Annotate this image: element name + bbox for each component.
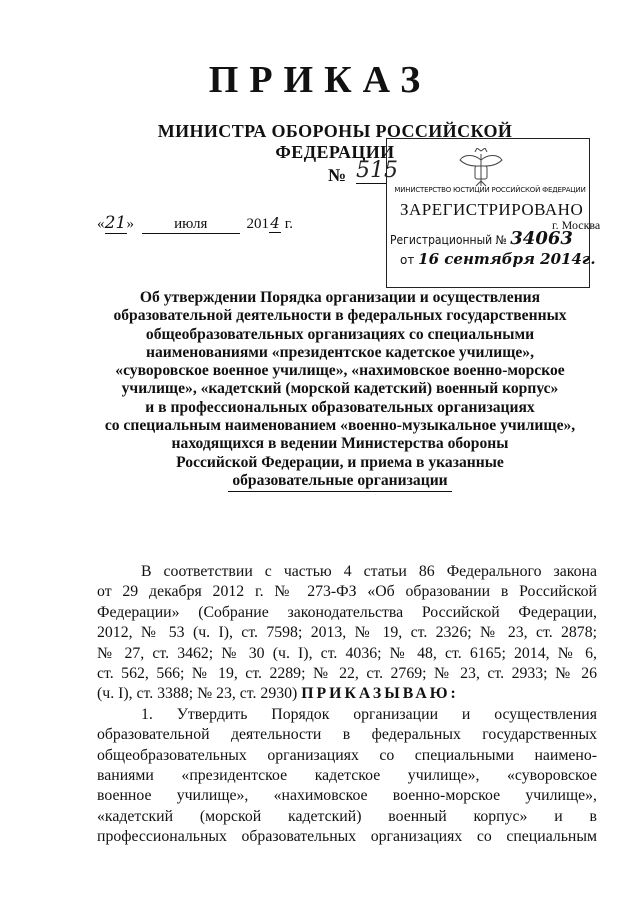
subject-line: образовательные организации [228, 472, 451, 492]
subject-line: находящихся в ведении Министерства обороны [171, 435, 509, 453]
subject-line: со специальным наименованием «военно-музыкальное училище», [104, 417, 576, 435]
order-subject [60, 289, 620, 492]
order-number-value: 515 [356, 158, 398, 183]
subject-line: образовательной деятельности в федеральных государственных [113, 307, 567, 325]
body-line: от 29 декабря 2012 г. № 273-ФЗ «Об образовании в Российской [97, 583, 597, 601]
order-directive: ПРИКАЗЫВАЮ: [301, 685, 459, 703]
body-line: В соответствии с частью 4 статьи 86 Федерального закона [141, 563, 597, 580]
date-year-suffix: г. [284, 216, 293, 232]
emblem-icon [456, 148, 506, 190]
order-date [97, 213, 293, 234]
body-line: 2012, № 53 (ч. I), ст. 7598; 2013, № 19, ст. 2326; № 23, ст. 2878; [97, 624, 597, 642]
order-body [97, 562, 597, 848]
body-line: общеобразовательных организациях со специальными наимено- [97, 746, 597, 764]
date-month: июля [142, 216, 240, 234]
stamp-reg-number [390, 228, 573, 249]
subject-line: «суворовское военное училище», «нахимовское военно-морское [115, 362, 565, 380]
body-line [97, 684, 597, 704]
date-day: 21 [104, 213, 127, 233]
body-line: военное училище», «нахимовское военно-морское училище», [97, 787, 597, 805]
body-line: ст. 562, 566; № 19, ст. 2289; № 22, ст. 2769; № 23, ст. 2933; № 26 [97, 665, 597, 683]
body-line: Федерации» (Собрание законодательства Российской Федерации, [97, 603, 597, 621]
subject-line: Российской Федерации, и приема в указанные [176, 453, 504, 471]
stamp-reg-date-value: 16 сентября 2014г. [418, 250, 596, 268]
body-line: № 27, ст. 3462; № 30 (ч. I), ст. 4036; № 48, ст. 6165; 2014, № 6, [97, 644, 597, 662]
date-year-prefix: 201 [246, 216, 269, 232]
body-line: «кадетский (морской кадетский) военный корпус» и в [97, 807, 597, 825]
stamp-reg-date-label: от [400, 253, 415, 267]
subject-line: училище», «кадетский (морской кадетский) военный корпус» [121, 380, 559, 398]
body-line-text: (ч. I), ст. 3388; № 23, ст. 2930) [97, 685, 298, 703]
stamp-registered-label: ЗАРЕГИСТРИРОВАНО [400, 200, 584, 219]
stamp-reg-date [400, 250, 596, 268]
subject-line: и в профессиональных образовательных организациях [145, 398, 535, 416]
document-title: ПРИКАЗ [208, 59, 432, 101]
body-line: профессиональных образовательных организациях со специальным [97, 828, 597, 846]
body-line: образовательной деятельности в федеральных государственных [97, 726, 597, 744]
body-line: 1. Утвердить Порядок организации и осуществления [141, 705, 597, 723]
stamp-ministry-name: МИНИСТЕРСТВО ЮСТИЦИИ РОССИЙСКОЙ ФЕДЕРАЦИИ [394, 186, 586, 194]
stamp-reg-number-value: 34063 [510, 228, 573, 249]
stamp-reg-number-label: Регистрационный № [390, 233, 507, 247]
date-close-quote: » [126, 216, 134, 232]
body-line: ваниями «президентское кадетское училище», «суворовское [97, 767, 597, 785]
subject-line: общеобразовательных организациях со специальными [145, 325, 535, 343]
city: г. Москва [552, 218, 601, 232]
subject-line: наименованиями «президентское кадетское училище», [145, 343, 535, 361]
date-year-digit: 4 [270, 214, 280, 232]
issuer-heading: МИНИСТРА ОБОРОНЫ РОССИЙСКОЙ ФЕДЕРАЦИИ [157, 121, 513, 162]
order-number-label: № [328, 165, 347, 185]
date-open-quote: « [97, 216, 105, 232]
subject-line: Об утверждении Порядка организации и осуществления [139, 289, 541, 306]
